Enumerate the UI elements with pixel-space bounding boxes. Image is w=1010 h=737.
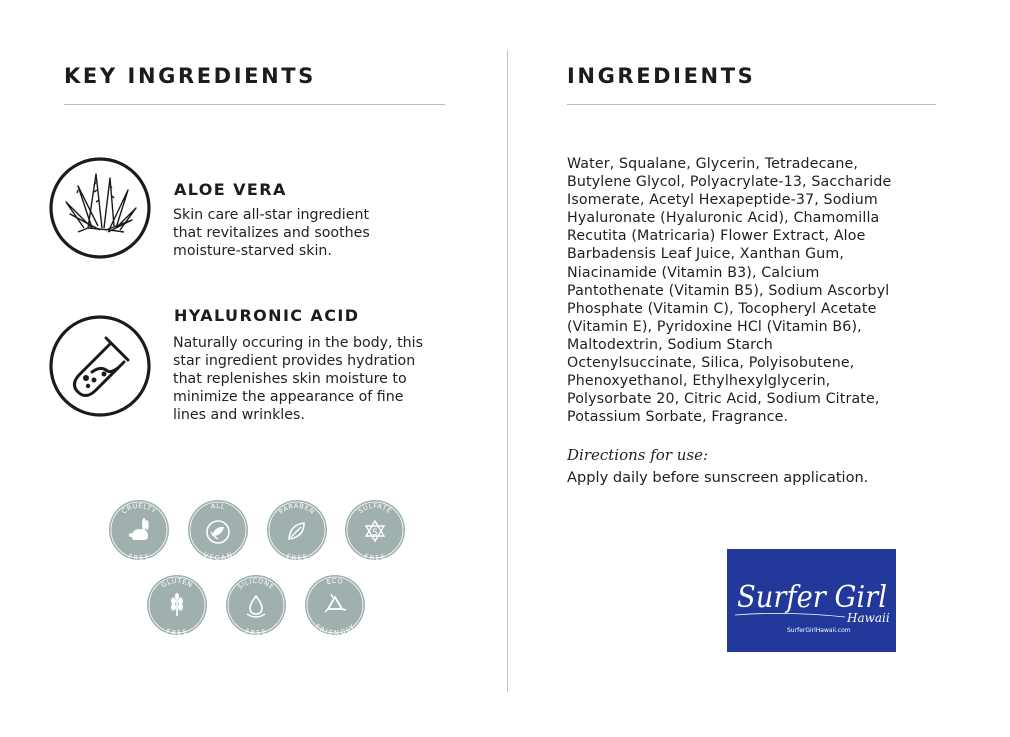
key-ingredients-heading: KEY INGREDIENTS [64,64,316,88]
logo-brand-text: Surfer Girl [737,580,887,615]
badge-bottom-label: FREE [127,552,151,561]
key-ingredients-rule [64,104,445,105]
ingredients-line: Water, Squalane, Glycerin, Tetradecane, [567,156,859,172]
aloe-plant-icon [48,156,152,260]
badge-top-label: PARABEN [277,501,317,517]
ingredients-line: (Vitamin E), Pyridoxine HCl (Vitamin B6), [567,318,862,335]
svg-text:ALL [210,502,226,511]
badge-gluten [146,574,208,636]
badge-top-label: GLUTEN [159,576,195,590]
ingredients-line: Hyaluronate (Hyaluronic Acid), Chamomilla [567,210,880,227]
badge-bottom-label: FREE [363,552,387,561]
badge-top-label: ALL [210,501,226,511]
ingredients-line: Polysorbate 20, Citric Acid, Sodium Citrate, [567,391,880,408]
badge-paraben [266,499,328,561]
ingredients-line: Recutita (Matricaria) Flower Extract, Aloe [567,228,866,245]
logo-url-text: SurferGirlHawaii.com [787,627,851,634]
badge-top-label: SULFATE [356,501,394,516]
ingredients-line: Pantothenate (Vitamin B5), Sodium Ascorbyl [567,282,890,299]
test-tube-icon [48,314,152,418]
ingredients-line: Potassium Sorbate, Fragrance. [567,409,789,426]
badge-eco [304,574,366,636]
hyaluronic-acid-description: Naturally occuring in the body, this star ingredient provides hydration that replenishes skin moisture to minimize the appearance of fine lines and wrinkles. [173,335,423,423]
badge-bottom-label: FREE [244,627,268,636]
ingredients-list [567,155,939,426]
ingredients-rule [567,104,936,105]
aloe-vera-title: ALOE VERA [174,180,287,199]
logo-sub-text: Hawaii [847,611,890,625]
badge-bottom-label: VEGAN [201,550,234,561]
aloe-vera-description: Skin care all-star ingredient that revitalizes and soothes moisture-starved skin. [173,207,370,259]
directions-text: Apply daily before sunscreen application. [567,469,869,486]
ingredients-line: Butylene Glycol, Polyacrylate-13, Saccharide [567,174,892,191]
ingredients-heading: INGREDIENTS [567,64,756,88]
badge-top-label: SILICONE [236,576,276,592]
ingredients-line: Phenoxyethanol, Ethylhexylglycerin, [567,373,831,390]
badge-all [187,499,249,561]
ingredients-line: Phosphate (Vitamin C), Tocopheryl Acetate [567,300,877,317]
badge-top-label: ECO [325,576,345,587]
badge-sulfate [344,499,406,561]
ingredients-line: Barbadensis Leaf Juice, Xanthan Gum, [567,246,845,263]
badge-top-label: CRUELTY [120,501,158,516]
ingredients-line: Niacinamide (Vitamin B3), Calcium [567,264,820,281]
badge-cruelty [108,499,170,561]
badge-bottom-label: FRIENDLY [313,622,357,636]
ingredients-line: Maltodextrin, Sodium Starch [567,336,773,353]
hyaluronic-acid-title: HYALURONIC ACID [174,306,360,325]
badge-bottom-label: FREE [285,552,309,561]
ingredients-line: Octenylsuccinate, Silica, Polyisobutene, [567,355,855,372]
svg-text:ECO [326,577,344,586]
directions-label: Directions for use: [567,446,709,464]
surfer-girl-logo [727,549,896,652]
svg-text:S: S [372,528,378,538]
column-divider [507,50,508,692]
badge-bottom-label: FREE [165,627,189,636]
badge-silicone [225,574,287,636]
ingredients-line: Isomerate, Acetyl Hexapeptide-37, Sodium [567,192,878,209]
